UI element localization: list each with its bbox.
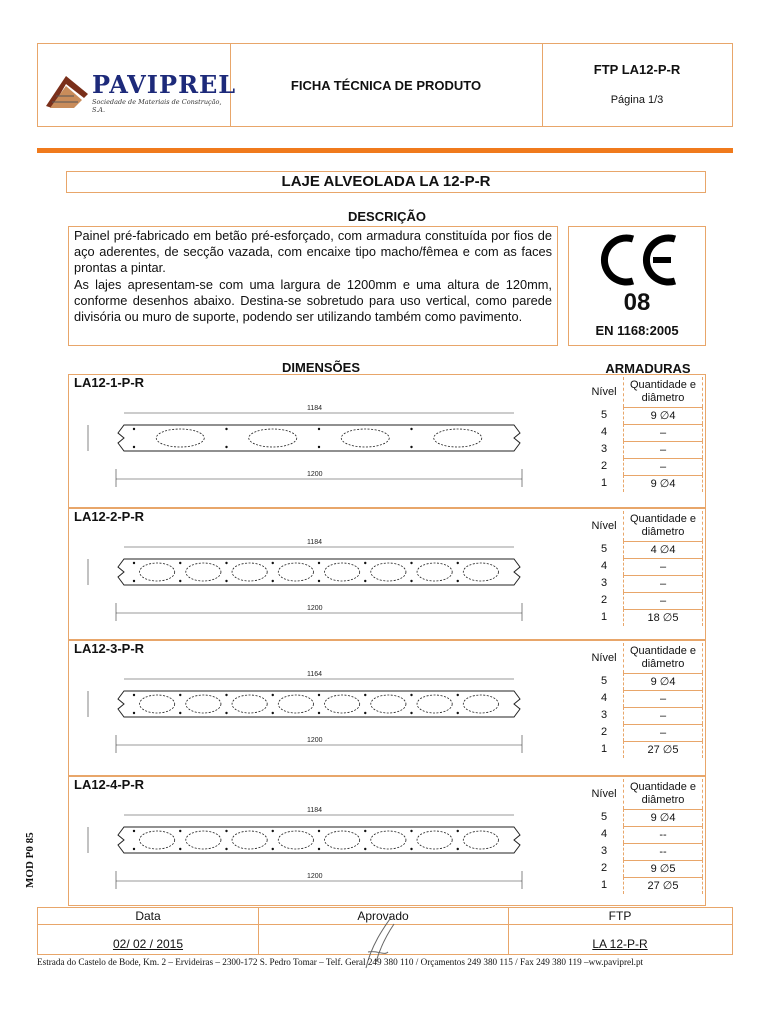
void-hole [417,695,452,713]
side-code: MOD P0 85 [24,832,36,888]
strand-dot [318,848,320,850]
row-level: 3 [600,443,608,455]
level-header: Nível [591,386,617,398]
armaduras-row [585,877,703,894]
row-level: 5 [600,675,608,687]
row-level: 2 [600,862,608,874]
void-hole [232,695,267,713]
panel-name: LA12-3-P-R [74,641,145,656]
void-hole [417,563,452,581]
panel-2 [68,508,706,640]
top-dim-label: 1184 [307,539,323,546]
armaduras-row [585,424,703,441]
strand-dot [457,694,459,696]
void-hole [278,695,313,713]
page-number: Página 1/3 [610,94,664,106]
top-dim-label: 1184 [307,405,323,412]
armaduras-row [585,809,703,826]
top-dim-label: 1184 [307,807,323,814]
doc-type: FICHA TÉCNICA DE PRODUTO [230,44,543,126]
strand-dot [179,848,181,850]
strand-dot [410,848,412,850]
void-hole [434,429,482,447]
strand-dot [225,562,227,564]
strand-dot [410,580,412,582]
strand-dot [133,848,135,850]
strand-dot [272,848,274,850]
row-qty: 27 ∅5 [623,741,703,758]
armaduras-row [585,541,703,558]
strand-dot [410,428,412,430]
armaduras-table [585,511,703,626]
header-rule [37,148,733,153]
panel-name: LA12-4-P-R [74,777,145,792]
void-hole [278,563,313,581]
void-hole [232,831,267,849]
row-qty: 9 ∅4 [623,475,703,492]
row-qty: – [623,441,703,458]
row-level: 5 [600,543,608,555]
row-level: 4 [600,560,608,572]
strand-dot [318,712,320,714]
description-box [68,226,558,346]
strand-dot [318,446,320,448]
strand-dot [457,848,459,850]
strand-dot [272,712,274,714]
strand-dot [133,580,135,582]
armaduras-row [585,558,703,575]
row-qty: 9 ∅4 [623,809,703,826]
void-hole [371,831,406,849]
panel-name: LA12-1-P-R [74,375,145,390]
void-hole [186,695,221,713]
row-qty: – [623,558,703,575]
strand-dot [318,428,320,430]
row-qty: 18 ∅5 [623,609,703,626]
code-cell [542,44,732,126]
strand-dot [225,848,227,850]
section-drawing [74,525,584,639]
top-dim-label: 1164 [307,671,323,678]
row-qty: 9 ∅5 [623,860,703,877]
strand-dot [133,428,135,430]
footer-approved-label: Aprovado [258,908,508,925]
description-p2: As lajes apresentam-se com uma largura de 1200mm e uma altura de 120mm, conforme desenhos abaixo. Destina-se sobretudo para uso vertical, como parede divisória ou muro de suporte, podendo ser utilizando também como pavimento. [74,276,552,325]
level-header: Nível [591,788,617,800]
panel-1 [68,374,706,508]
strand-dot [225,580,227,582]
ce-standard: EN 1168:2005 [595,323,679,338]
ce-number: 08 [623,289,651,316]
row-level: 4 [600,426,608,438]
row-level: 3 [600,709,608,721]
strand-dot [364,848,366,850]
strand-dot [318,580,320,582]
strand-dot [179,712,181,714]
row-level: 4 [600,692,608,704]
strand-dot [225,830,227,832]
logo-name: PAVIPREL [92,70,237,99]
section-drawing [74,657,584,775]
panel-name: LA12-2-P-R [74,509,145,524]
company-address: Estrada do Castelo de Bode, Km. 2 – Ervideiras – 2300-172 S. Pedro Tomar – Telf. Geral 249 380 110 / Orçamentos 249 380 115 / Fax 249 380 119 –ww.paviprel.pt [37,957,644,967]
strand-dot [179,580,181,582]
row-level: 5 [600,811,608,823]
row-level: 2 [600,460,608,472]
document-header [37,43,733,127]
armaduras-row [585,741,703,758]
strand-dot [272,562,274,564]
logo-cell [38,44,237,126]
void-hole [341,429,389,447]
void-hole [186,831,221,849]
ce-mark-icon [591,231,681,287]
row-level: 1 [600,879,608,891]
void-hole [463,563,498,581]
strand-dot [133,446,135,448]
void-hole [463,831,498,849]
footer-date-label: Data [38,908,258,925]
row-qty: 27 ∅5 [623,877,703,894]
logo-roof-icon [44,72,90,112]
qty-header: Quantidade e diâmetro [623,511,703,541]
row-level: 5 [600,409,608,421]
row-qty: 9 ∅4 [623,407,703,424]
row-level: 2 [600,726,608,738]
strand-dot [457,830,459,832]
qty-header: Quantidade e diâmetro [623,779,703,809]
armaduras-header [585,643,703,673]
strand-dot [457,712,459,714]
logo-subtitle: Sociedade de Materiais de Construção, S.A. [92,98,222,114]
strand-dot [133,562,135,564]
row-qty: – [623,724,703,741]
armaduras-row [585,673,703,690]
panel-4 [68,776,706,906]
row-qty: – [623,592,703,609]
row-qty: – [623,707,703,724]
row-level: 3 [600,845,608,857]
row-level: 3 [600,577,608,589]
strand-dot [225,712,227,714]
armaduras-row [585,475,703,492]
strand-dot [457,580,459,582]
strand-dot [364,580,366,582]
strand-dot [318,694,320,696]
strand-dot [364,694,366,696]
footer-ftp-value: LA 12-P-R [592,937,648,951]
level-header: Nível [591,652,617,664]
void-hole [278,831,313,849]
strand-dot [410,830,412,832]
armaduras-row [585,826,703,843]
section-drawing [74,391,584,507]
row-level: 4 [600,828,608,840]
bottom-dim-label: 1200 [307,737,323,744]
armaduras-table [585,377,703,492]
armaduras-row [585,407,703,424]
strand-dot [318,830,320,832]
footer-date-cell [38,908,259,954]
strand-dot [410,446,412,448]
dimensions-heading: DIMENSÕES [281,360,360,375]
footer-date-value: 02/ 02 / 2015 [112,937,184,951]
strand-dot [457,562,459,564]
armaduras-table [585,779,703,894]
product-title: LAJE ALVEOLADA LA 12-P-R [66,171,706,193]
strand-dot [179,694,181,696]
ce-box [568,226,706,346]
footer-ftp-label: FTP [508,908,732,925]
armaduras-row [585,592,703,609]
description-heading: DESCRIÇÃO [347,209,426,224]
bottom-dim-label: 1200 [307,471,323,478]
strand-dot [272,830,274,832]
void-hole [325,695,360,713]
armaduras-header [585,377,703,407]
row-qty: – [623,458,703,475]
strand-dot [272,694,274,696]
strand-dot [133,830,135,832]
row-qty: – [623,690,703,707]
footer-approved-cell [258,908,509,954]
strand-dot [410,562,412,564]
row-level: 2 [600,594,608,606]
row-qty: 9 ∅4 [623,673,703,690]
qty-header: Quantidade e diâmetro [623,643,703,673]
strand-dot [133,694,135,696]
void-hole [371,695,406,713]
armaduras-row [585,609,703,626]
void-hole [156,429,204,447]
strand-dot [225,694,227,696]
description-p1: Painel pré-fabricado em betão pré-esforçado, com armadura constituída por fios de aço aderentes, de secção vazada, com encaixe tipo macho/fêmea e com as faces prontas a pintar. [74,228,552,276]
strand-dot [133,712,135,714]
void-hole [371,563,406,581]
footer-ftp-cell [508,908,732,954]
strand-dot [318,562,320,564]
level-header: Nível [591,520,617,532]
panel-3 [68,640,706,776]
armaduras-heading: ARMADURAS [605,361,691,376]
row-qty: – [623,424,703,441]
row-qty: -- [623,843,703,860]
bottom-dim-label: 1200 [307,873,323,880]
void-hole [249,429,297,447]
approval-footer [37,907,733,955]
strand-dot [225,446,227,448]
section-drawing [74,793,584,905]
row-qty: – [623,575,703,592]
bottom-dim-label: 1200 [307,605,323,612]
strand-dot [272,580,274,582]
row-level: 1 [600,743,608,755]
strand-dot [179,562,181,564]
armaduras-row [585,724,703,741]
void-hole [232,563,267,581]
armaduras-table [585,643,703,758]
armaduras-row [585,690,703,707]
void-hole [417,831,452,849]
strand-dot [179,830,181,832]
void-hole [140,563,175,581]
strand-dot [225,428,227,430]
row-qty: -- [623,826,703,843]
void-hole [325,831,360,849]
strand-dot [410,694,412,696]
armaduras-row [585,707,703,724]
strand-dot [410,712,412,714]
armaduras-row [585,843,703,860]
strand-dot [364,712,366,714]
void-hole [325,563,360,581]
qty-header: Quantidade e diâmetro [623,377,703,407]
strand-dot [364,830,366,832]
armaduras-header [585,779,703,809]
void-hole [140,831,175,849]
void-hole [463,695,498,713]
row-qty: 4 ∅4 [623,541,703,558]
void-hole [186,563,221,581]
row-level: 1 [600,477,608,489]
row-level: 1 [600,611,608,623]
armaduras-row [585,458,703,475]
doc-code: FTP LA12-P-R [593,62,681,77]
armaduras-header [585,511,703,541]
void-hole [140,695,175,713]
armaduras-row [585,860,703,877]
armaduras-row [585,441,703,458]
armaduras-row [585,575,703,592]
strand-dot [364,562,366,564]
